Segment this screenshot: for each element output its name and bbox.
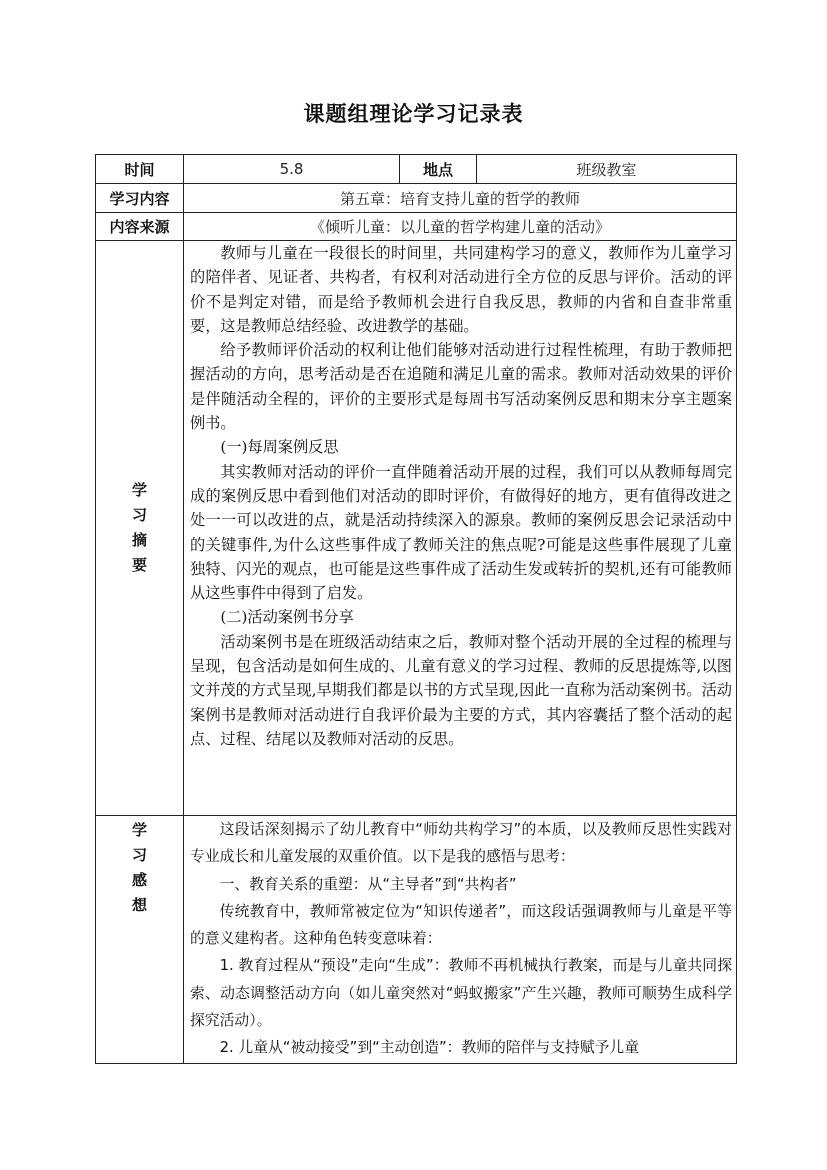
summary-subheading: (二)活动案例书分享 bbox=[220, 608, 354, 627]
content-value: 第五章：培育支持儿童的哲学的教师 bbox=[184, 184, 737, 213]
reflection-paragraph: 2. 儿童从“被动接受”到“主动创造”：教师的陪伴与支持赋予儿童 bbox=[219, 1039, 640, 1057]
record-table bbox=[95, 154, 737, 1064]
summary-row bbox=[96, 241, 737, 816]
time-label: 时间 bbox=[96, 155, 184, 184]
reflection-label-char: 学 bbox=[131, 821, 147, 839]
summary-paragraph: 给予教师评价活动的权利让他们能够对活动进行过程性梳理，有助于教师把握活动的方向，思考活动是否在追随和满足儿童的需求。教师对活动效果的评价是伴随活动全程的，评价的主要形式是每周书写活动案例反思和期末分享主题案例书。 bbox=[190, 341, 732, 433]
summary-content bbox=[184, 241, 737, 816]
summary-label bbox=[96, 241, 184, 816]
summary-paragraph: 其实教师对活动的评价一直伴随着活动开展的过程，我们可以从教师每周完成的案例反思中看到他们对活动的即时评价，有做得好的地方，更有值得改进之处一一可以改进的点，就是活动持续深入的源泉。教师的案例反思会记录活动中的关键事件,为什么这些事件成了教师关注的焦点呢?可能是这些事件展现了儿童独特、闪光的观点，也可能是这些事件成了活动生发或转折的契机,还有可能教师从这些事件中得到了启发。 bbox=[190, 462, 732, 603]
summary-paragraph: 活动案例书是在班级活动结束之后，教师对整个活动开展的全过程的梳理与呈现，包含活动是如何生成的、儿童有意义的学习过程、教师的反思提炼等,以图文并茂的方式呈现,早期我们都是以书的方式呈现,因此一直称为活动案例书。活动案例书是教师对活动进行自我评价最为主要的方式，其内容囊括了整个活动的起点、过程、结尾以及教师对活动的反思。 bbox=[190, 632, 732, 748]
summary-label-char: 习 bbox=[131, 506, 147, 524]
time-value: 5.8 bbox=[184, 155, 400, 184]
reflection-content bbox=[184, 816, 737, 1064]
source-value: 《倾听儿童：以儿童的哲学构建儿童的活动》 bbox=[184, 213, 737, 241]
place-label: 地点 bbox=[400, 155, 477, 184]
content-row bbox=[96, 184, 737, 213]
summary-label-char: 学 bbox=[131, 481, 147, 499]
reflection-row bbox=[96, 816, 737, 1064]
reflection-paragraph: 这段话深刻揭示了幼儿教育中“师幼共构学习”的本质，以及教师反思性实践对专业成长和儿童发展的双重价值。以下是我的感悟与思考： bbox=[190, 821, 732, 866]
reflection-label bbox=[96, 816, 184, 1064]
reflection-heading: 一、教育关系的重塑：从“主导者”到“共构者” bbox=[219, 875, 517, 893]
source-row bbox=[96, 213, 737, 241]
reflection-paragraph: 1. 教育过程从“预设”走向“生成”：教师不再机械执行教案，而是与儿童共同探索、动态调整活动方向（如儿童突然对“蚂蚁搬家”产生兴趣，教师可顺势生成科学探究活动）。 bbox=[190, 957, 732, 1030]
reflection-label-char: 感 bbox=[131, 871, 147, 889]
reflection-paragraph: 传统教育中，教师常被定位为“知识传递者”，而这段话强调教师与儿童是平等的意义建构者。这种角色转变意味着： bbox=[190, 902, 732, 948]
document-title: 课题组理论学习记录表 bbox=[303, 101, 524, 126]
summary-subheading: (一)每周案例反思 bbox=[220, 438, 339, 457]
summary-label-char: 摘 bbox=[131, 531, 147, 549]
source-label: 内容来源 bbox=[96, 213, 184, 241]
reflection-label-char: 想 bbox=[131, 896, 147, 914]
content-label: 学习内容 bbox=[96, 184, 184, 213]
place-value: 班级教室 bbox=[477, 155, 737, 184]
summary-label-char: 要 bbox=[131, 556, 147, 574]
summary-paragraph: 教师与儿童在一段很长的时间里，共同建构学习的意义，教师作为儿童学习的陪伴者、见证者、共构者，有权利对活动进行全方位的反思与评价。活动的评价不是判定对错，而是给予教师机会进行自我反思，教师的内省和自查非常重要，这是教师总结经验、改进教学的基础。 bbox=[190, 244, 732, 335]
time-row bbox=[96, 155, 737, 184]
reflection-label-char: 习 bbox=[131, 846, 147, 864]
